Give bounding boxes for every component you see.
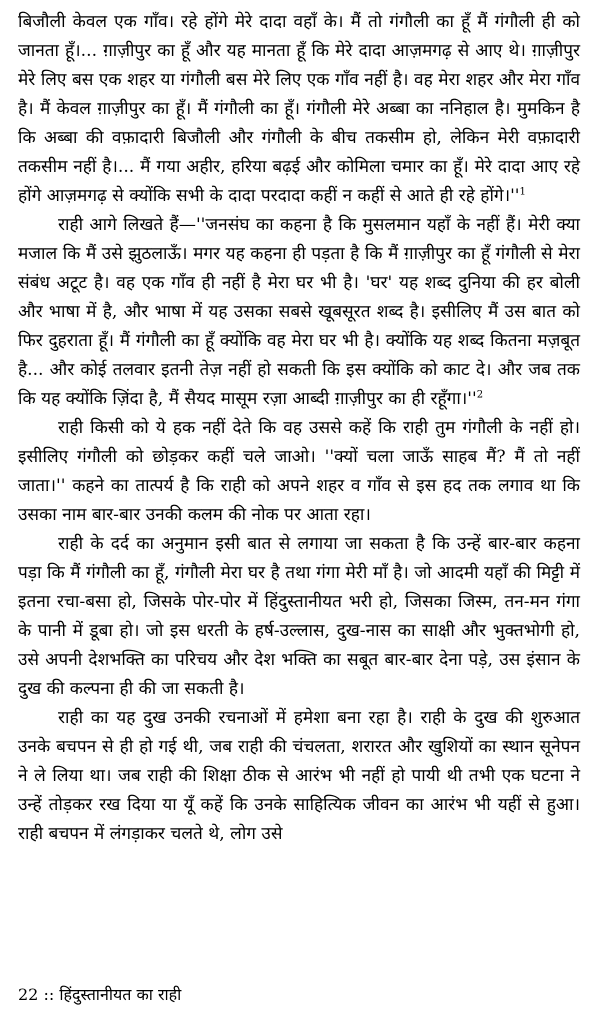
paragraph-4: [18, 530, 580, 704]
paragraph-text: राही का यह दुख उनकी रचनाओं में हमेशा बना रहा है। राही के दुख की शुरुआत उनके बचपन से ही हो गई थी, जब राही की चंचलता, शरारत और खुशियों का स्थान सूनेपन ने ले लिया था। जब राही की शिक्षा ठीक से आरंभ भी नहीं हो पायी थी तभी एक घटना ने उन्हें तोड़कर रख दिया या यूँ कहें कि उनके साहित्यिक जीवन का आरंभ भी यहीं से हुआ। राही बचपन में लंगड़ाकर चलते थे, लोग उसे: [18, 708, 580, 844]
page-number: 22: [18, 985, 39, 1004]
footnote-marker[interactable]: 2: [476, 389, 484, 401]
paragraph-text: राही किसी को ये हक नहीं देते कि वह उससे कहें कि राही तुम गंगौली के नहीं हो। इसीलिए गंगौली को छोड़कर कहीं चले जाओ। ''क्यों चला जाऊँ साहब मैं? मैं तो नहीं जाता।'' कहने का तात्पर्य है कि राही को अपने शहर व गाँव से इस हद तक लगाव था कि उसका नाम बार-बार उनकी कलम की नोक पर आता रहा।: [18, 418, 580, 525]
footer-separator: ::: [43, 985, 55, 1004]
paragraph-2: [18, 211, 580, 414]
page-footer: [18, 983, 181, 1007]
paragraph-text: राही के दर्द का अनुमान इसी बात से लगाया जा सकता है कि उन्हें बार-बार कहना पड़ा कि मैं गंगौली का हूँ, गंगौली मेरा घर है तथा गंगा मेरी माँ है। जो आदमी यहाँ की मिट्टी में इतना रचा-बसा हो, जिसके पोर-पोर में हिंदुस्तानीयत भरी हो, जिसका जिस्म, तन-मन गंगा के पानी में डूबा हो। जो इस धरती के हर्ष-उल्लास, दुख-नास का साक्षी और भुक्तभोगी हो, उसे अपनी देशभक्ति का परिचय और देश भक्ति का सबूत बार-बार देना पड़े, उस इंसान के दुख की कल्पना ही की जा सकती है।: [18, 534, 580, 699]
paragraph-5: [18, 704, 580, 849]
paragraph-text: राही आगे लिखते हैं—''जनसंघ का कहना है कि मुसलमान यहाँ के नहीं हैं। मेरी क्या मजाल कि मैं उसे झुठलाऊँ। मगर यह कहना ही पड़ता है कि मैं ग़ाज़ीपुर का हूँ गंगौली से मेरा संबंध अटूट है। वह एक गाँव ही नहीं है मेरा घर भी है। 'घर' यह शब्द दुनिया की हर बोली और भाषा में है, और भाषा में यह उसका सबसे खूबसूरत शब्द है। इसीलिए मैं उस बात को फिर दुहराता हूँ। मैं गंगौली का हूँ क्योंकि वह मेरा घर भी है। क्योंकि यह शब्द कितना मज़बूत है... और कोई तलवार इतनी तेज़ नहीं हो सकती कि इस क्योंकि को काट दे। और जब तक कि यह क्योंकि ज़िंदा है, मैं सैयद मासूम रज़ा आब्दी ग़ाज़ीपुर का ही रहूँगा।'': [18, 215, 580, 409]
paragraph-text: बिजौली केवल एक गाँव। रहे होंगे मेरे दादा वहाँ के। मैं तो गंगौली का हूँ मैं गंगौली ही को जानता हूँ।... ग़ाज़ीपुर का हूँ और यह मानता हूँ कि मेरे दादा आज़मगढ़ से आए थे। ग़ाज़ीपुर मेरे लिए बस एक शहर या गंगौली बस मेरे लिए एक गाँव नहीं है। वह मेरा शहर और मेरा गाँव है। मैं केवल ग़ाज़ीपुर का हूँ। मैं गंगौली का हूँ। गंगौली मेरे अब्बा का ननिहाल है। मुमकिन है कि अब्बा की वफ़ादारी बिजौली और गंगौली के बीच तकसीम हो, लेकिन मेरी वफ़ादारी तकसीम नहीं है।... मैं गया अहीर, हरिया बढ़ई और कोमिला चमार का हूँ। मेरे दादा आए रहे होंगे आज़मगढ़ से क्योंकि सभी के दादा परदादा कहीं न कहीं से आते ही रहे होंगे।'': [18, 12, 580, 206]
paragraph-1: [18, 8, 580, 211]
footnote-marker[interactable]: 1: [519, 186, 526, 198]
page-body: [18, 8, 580, 849]
paragraph-3: [18, 414, 580, 530]
book-title: हिंदुस्तानीयत का राही: [59, 985, 182, 1004]
